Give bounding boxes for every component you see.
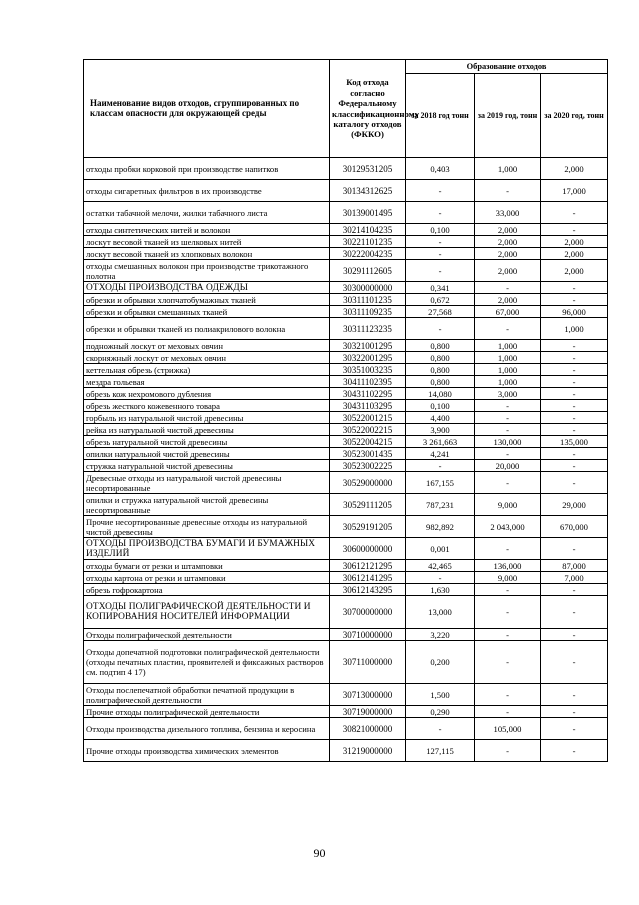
value-2019-cell: 2,000 [475, 294, 541, 306]
waste-name-cell: обрезь гофрокартона [84, 584, 330, 596]
value-2018-cell: - [406, 260, 475, 282]
waste-code-cell: 30291112605 [330, 260, 406, 282]
value-2019-cell: - [475, 400, 541, 412]
waste-code-cell: 30139001495 [330, 202, 406, 224]
waste-code-cell: 30214104235 [330, 224, 406, 236]
value-2020-cell: - [541, 294, 608, 306]
value-2019-cell: - [475, 641, 541, 684]
table-row [84, 718, 608, 740]
waste-code-cell: 31219000000 [330, 740, 406, 762]
value-2019-cell: - [475, 596, 541, 629]
waste-code-cell: 30129531205 [330, 158, 406, 180]
table-row [84, 248, 608, 260]
value-2020-cell: - [541, 412, 608, 424]
table-row [84, 516, 608, 538]
value-2020-cell: - [541, 584, 608, 596]
table-row [84, 436, 608, 448]
header-year-2019: за 2019 год, тонн [475, 74, 541, 158]
value-2020-cell: 670,000 [541, 516, 608, 538]
value-2019-cell: - [475, 684, 541, 706]
value-2019-cell: - [475, 412, 541, 424]
waste-name-cell: отходы сигаретных фильтров в их производстве [84, 180, 330, 202]
waste-code-cell: 30529000000 [330, 472, 406, 494]
value-2019-cell: - [475, 448, 541, 460]
table-row [84, 494, 608, 516]
waste-code-cell: 30711000000 [330, 641, 406, 684]
page-number: 90 [313, 846, 326, 860]
waste-name-cell: обрезки и обрывки смешанных тканей [84, 306, 330, 318]
value-2018-cell: 167,155 [406, 472, 475, 494]
table-row [84, 306, 608, 318]
table-row [84, 352, 608, 364]
table-row [84, 560, 608, 572]
value-2018-cell: - [406, 718, 475, 740]
table-row [84, 158, 608, 180]
table-row [84, 236, 608, 248]
waste-name-cell: Отходы полиграфической деятельности [84, 629, 330, 641]
value-2020-cell: - [541, 364, 608, 376]
waste-code-cell: 30522002215 [330, 424, 406, 436]
value-2020-cell: - [541, 684, 608, 706]
value-2020-cell: - [541, 388, 608, 400]
value-2018-cell: - [406, 236, 475, 248]
value-2019-cell: - [475, 180, 541, 202]
value-2020-cell: - [541, 448, 608, 460]
waste-name-cell: мездра гольевая [84, 376, 330, 388]
value-2020-cell: 2,000 [541, 248, 608, 260]
value-2018-cell: 0,341 [406, 282, 475, 294]
waste-code-cell: 30321001295 [330, 340, 406, 352]
table-row [84, 572, 608, 584]
waste-code-cell: 30311109235 [330, 306, 406, 318]
waste-name-cell: отходы пробки корковой при производстве напитков [84, 158, 330, 180]
waste-name-cell: обрезки и обрывки хлопчатобумажных тканей [84, 294, 330, 306]
value-2018-cell: 13,000 [406, 596, 475, 629]
waste-code-cell: 30522001215 [330, 412, 406, 424]
value-2019-cell: 9,000 [475, 572, 541, 584]
table-row [84, 180, 608, 202]
value-2019-cell: 20,000 [475, 460, 541, 472]
waste-name-cell: опилки натуральной чистой древесины [84, 448, 330, 460]
waste-name-cell: скорняжный лоскут от меховых овчин [84, 352, 330, 364]
header-name-column: Наименование видов отходов, сгруппированных по классам опасности для окружающей среды [84, 60, 330, 158]
table-row [84, 318, 608, 340]
value-2019-cell: - [475, 584, 541, 596]
waste-name-cell: обрезь кож нехромового дубления [84, 388, 330, 400]
waste-code-cell: 30311101235 [330, 294, 406, 306]
value-2019-cell: 136,000 [475, 560, 541, 572]
waste-name-cell: обрезь натуральной чистой древесины [84, 436, 330, 448]
value-2018-cell: 14,080 [406, 388, 475, 400]
value-2020-cell: - [541, 596, 608, 629]
waste-code-cell: 30222004235 [330, 248, 406, 260]
waste-code-cell: 30522004215 [330, 436, 406, 448]
header-year-2020: за 2020 год, тонн [541, 74, 608, 158]
value-2018-cell: 1,500 [406, 684, 475, 706]
waste-name-cell: ОТХОДЫ ПОЛИГРАФИЧЕСКОЙ ДЕЯТЕЛЬНОСТИ И КОПИРОВАНИЯ НОСИТЕЛЕЙ ИНФОРМАЦИИ [84, 596, 330, 629]
value-2019-cell: 105,000 [475, 718, 541, 740]
waste-name-cell: подножный лоскут от меховых овчин [84, 340, 330, 352]
table-row [84, 472, 608, 494]
waste-code-cell: 30529191205 [330, 516, 406, 538]
table-row [84, 706, 608, 718]
value-2020-cell: - [541, 424, 608, 436]
value-2019-cell: 1,000 [475, 352, 541, 364]
value-2019-cell: - [475, 706, 541, 718]
table-row [84, 376, 608, 388]
value-2019-cell: - [475, 629, 541, 641]
waste-code-cell: 30431102295 [330, 388, 406, 400]
value-2018-cell: 0,672 [406, 294, 475, 306]
value-2020-cell: - [541, 282, 608, 294]
waste-table [83, 59, 608, 762]
header-code-column: Код отхода согласно Федеральному классификационному каталогу отходов (ФККО) [330, 60, 406, 158]
value-2019-cell: 1,000 [475, 158, 541, 180]
value-2018-cell: 4,241 [406, 448, 475, 460]
table-row [84, 684, 608, 706]
value-2019-cell: 2,000 [475, 224, 541, 236]
table-row [84, 260, 608, 282]
value-2019-cell: - [475, 282, 541, 294]
value-2020-cell: - [541, 706, 608, 718]
header-waste-generation: Образование отходов [406, 60, 608, 74]
waste-code-cell: 30719000000 [330, 706, 406, 718]
value-2020-cell: - [541, 472, 608, 494]
value-2018-cell: 0,403 [406, 158, 475, 180]
waste-name-cell: отходы бумаги от резки и штамповки [84, 560, 330, 572]
waste-code-cell: 30612141295 [330, 572, 406, 584]
waste-name-cell: ОТХОДЫ ПРОИЗВОДСТВА ОДЕЖДЫ [84, 282, 330, 294]
value-2018-cell: 0,200 [406, 641, 475, 684]
value-2018-cell: 0,800 [406, 340, 475, 352]
waste-code-cell: 30612121295 [330, 560, 406, 572]
waste-code-cell: 30411102395 [330, 376, 406, 388]
value-2019-cell: - [475, 538, 541, 560]
value-2019-cell: - [475, 472, 541, 494]
value-2018-cell: - [406, 572, 475, 584]
value-2020-cell: - [541, 460, 608, 472]
value-2018-cell: 0,100 [406, 224, 475, 236]
waste-name-cell: отходы картона от резки и штамповки [84, 572, 330, 584]
waste-name-cell: Прочие несортированные древесные отходы из натуральной чистой древесины [84, 516, 330, 538]
value-2019-cell: 2 043,000 [475, 516, 541, 538]
value-2020-cell: 2,000 [541, 260, 608, 282]
value-2018-cell: 3 261,663 [406, 436, 475, 448]
value-2019-cell: - [475, 740, 541, 762]
table-row [84, 412, 608, 424]
value-2018-cell: 3,900 [406, 424, 475, 436]
table-body [84, 158, 608, 762]
value-2019-cell: 3,000 [475, 388, 541, 400]
value-2020-cell: - [541, 352, 608, 364]
waste-name-cell: Отходы производства дизельного топлива, бензина и керосина [84, 718, 330, 740]
waste-code-cell: 30351003235 [330, 364, 406, 376]
table-row [84, 202, 608, 224]
value-2020-cell: - [541, 538, 608, 560]
waste-code-cell: 30529111205 [330, 494, 406, 516]
value-2019-cell: - [475, 318, 541, 340]
value-2020-cell: 2,000 [541, 236, 608, 248]
waste-name-cell: горбыль из натуральной чистой древесины [84, 412, 330, 424]
waste-code-cell: 30710000000 [330, 629, 406, 641]
value-2018-cell: 0,290 [406, 706, 475, 718]
waste-name-cell: остатки табачной мелочи, жилки табачного листа [84, 202, 330, 224]
waste-name-cell: Прочие отходы производства химических элементов [84, 740, 330, 762]
waste-name-cell: лоскут весовой тканей из шелковых нитей [84, 236, 330, 248]
value-2020-cell: - [541, 224, 608, 236]
value-2018-cell: - [406, 202, 475, 224]
waste-name-cell: отходы смешанных волокон при производстве трикотажного полотна [84, 260, 330, 282]
table-row [84, 538, 608, 560]
waste-code-cell: 30700000000 [330, 596, 406, 629]
value-2020-cell: - [541, 629, 608, 641]
value-2020-cell: 7,000 [541, 572, 608, 584]
waste-name-cell: Отходы допечатной подготовки полиграфической деятельности (отходы печатных пластин, проявителей и фиксажных растворов см. подтип 4 17) [84, 641, 330, 684]
value-2019-cell: 67,000 [475, 306, 541, 318]
table-row [84, 388, 608, 400]
value-2019-cell: 1,000 [475, 376, 541, 388]
waste-code-cell: 30713000000 [330, 684, 406, 706]
value-2020-cell: - [541, 740, 608, 762]
value-2018-cell: - [406, 318, 475, 340]
value-2019-cell: 2,000 [475, 248, 541, 260]
value-2020-cell: 1,000 [541, 318, 608, 340]
value-2020-cell: - [541, 641, 608, 684]
value-2020-cell: 17,000 [541, 180, 608, 202]
table-row [84, 294, 608, 306]
waste-name-cell: отходы синтетических нитей и волокон [84, 224, 330, 236]
value-2018-cell: 42,465 [406, 560, 475, 572]
value-2018-cell: 27,568 [406, 306, 475, 318]
value-2018-cell: 3,220 [406, 629, 475, 641]
waste-code-cell: 30322001295 [330, 352, 406, 364]
table-row [84, 340, 608, 352]
waste-code-cell: 30523001435 [330, 448, 406, 460]
waste-name-cell: обрезь жесткого кожевенного товара [84, 400, 330, 412]
waste-code-cell: 30612143295 [330, 584, 406, 596]
value-2020-cell: 2,000 [541, 158, 608, 180]
table-row [84, 584, 608, 596]
table-row [84, 629, 608, 641]
waste-name-cell: Древесные отходы из натуральной чистой древесины несортированные [84, 472, 330, 494]
document-page [83, 59, 607, 762]
value-2018-cell: - [406, 460, 475, 472]
value-2020-cell: 135,000 [541, 436, 608, 448]
waste-name-cell: Отходы послепечатной обработки печатной продукции в полиграфической деятельности [84, 684, 330, 706]
waste-code-cell: 30134312625 [330, 180, 406, 202]
waste-name-cell: Прочие отходы полиграфической деятельности [84, 706, 330, 718]
value-2018-cell: - [406, 248, 475, 260]
table-row [84, 740, 608, 762]
value-2020-cell: - [541, 376, 608, 388]
value-2019-cell: 2,000 [475, 260, 541, 282]
value-2018-cell: 787,231 [406, 494, 475, 516]
value-2018-cell: 4,400 [406, 412, 475, 424]
waste-name-cell: обрезки и обрывки тканей из полиакрилового волокна [84, 318, 330, 340]
waste-code-cell: 30523002225 [330, 460, 406, 472]
table-row [84, 641, 608, 684]
value-2019-cell: 9,000 [475, 494, 541, 516]
value-2020-cell: - [541, 718, 608, 740]
table-row [84, 596, 608, 629]
table-row [84, 460, 608, 472]
table-row [84, 364, 608, 376]
header-year-2018: за 2018 год тонн [406, 74, 475, 158]
waste-code-cell: 30300000000 [330, 282, 406, 294]
waste-name-cell: опилки и стружка натуральной чистой древесины несортированные [84, 494, 330, 516]
waste-code-cell: 30431103295 [330, 400, 406, 412]
value-2018-cell: 0,001 [406, 538, 475, 560]
value-2020-cell: 96,000 [541, 306, 608, 318]
value-2019-cell: 33,000 [475, 202, 541, 224]
value-2019-cell: 1,000 [475, 364, 541, 376]
value-2018-cell: - [406, 180, 475, 202]
value-2018-cell: 0,100 [406, 400, 475, 412]
table-row [84, 282, 608, 294]
value-2018-cell: 0,800 [406, 376, 475, 388]
waste-code-cell: 30600000000 [330, 538, 406, 560]
value-2019-cell: 130,000 [475, 436, 541, 448]
value-2018-cell: 0,800 [406, 352, 475, 364]
value-2020-cell: - [541, 202, 608, 224]
value-2019-cell: 1,000 [475, 340, 541, 352]
value-2020-cell: - [541, 340, 608, 352]
waste-code-cell: 30821000000 [330, 718, 406, 740]
table-row [84, 224, 608, 236]
table-row [84, 448, 608, 460]
table-row [84, 424, 608, 436]
value-2018-cell: 0,800 [406, 364, 475, 376]
value-2019-cell: - [475, 424, 541, 436]
table-row [84, 400, 608, 412]
value-2020-cell: 29,000 [541, 494, 608, 516]
waste-code-cell: 30221101235 [330, 236, 406, 248]
value-2018-cell: 1,630 [406, 584, 475, 596]
waste-name-cell: стружка натуральной чистой древесины [84, 460, 330, 472]
value-2020-cell: 87,000 [541, 560, 608, 572]
value-2018-cell: 127,115 [406, 740, 475, 762]
waste-code-cell: 30311123235 [330, 318, 406, 340]
waste-name-cell: лоскут весовой тканей из хлопковых волокон [84, 248, 330, 260]
waste-name-cell: кеттельная обрезь (стрижка) [84, 364, 330, 376]
value-2020-cell: - [541, 400, 608, 412]
waste-name-cell: ОТХОДЫ ПРОИЗВОДСТВА БУМАГИ И БУМАЖНЫХ ИЗДЕЛИЙ [84, 538, 330, 560]
waste-name-cell: рейка из натуральной чистой древесины [84, 424, 330, 436]
value-2019-cell: 2,000 [475, 236, 541, 248]
value-2018-cell: 982,892 [406, 516, 475, 538]
